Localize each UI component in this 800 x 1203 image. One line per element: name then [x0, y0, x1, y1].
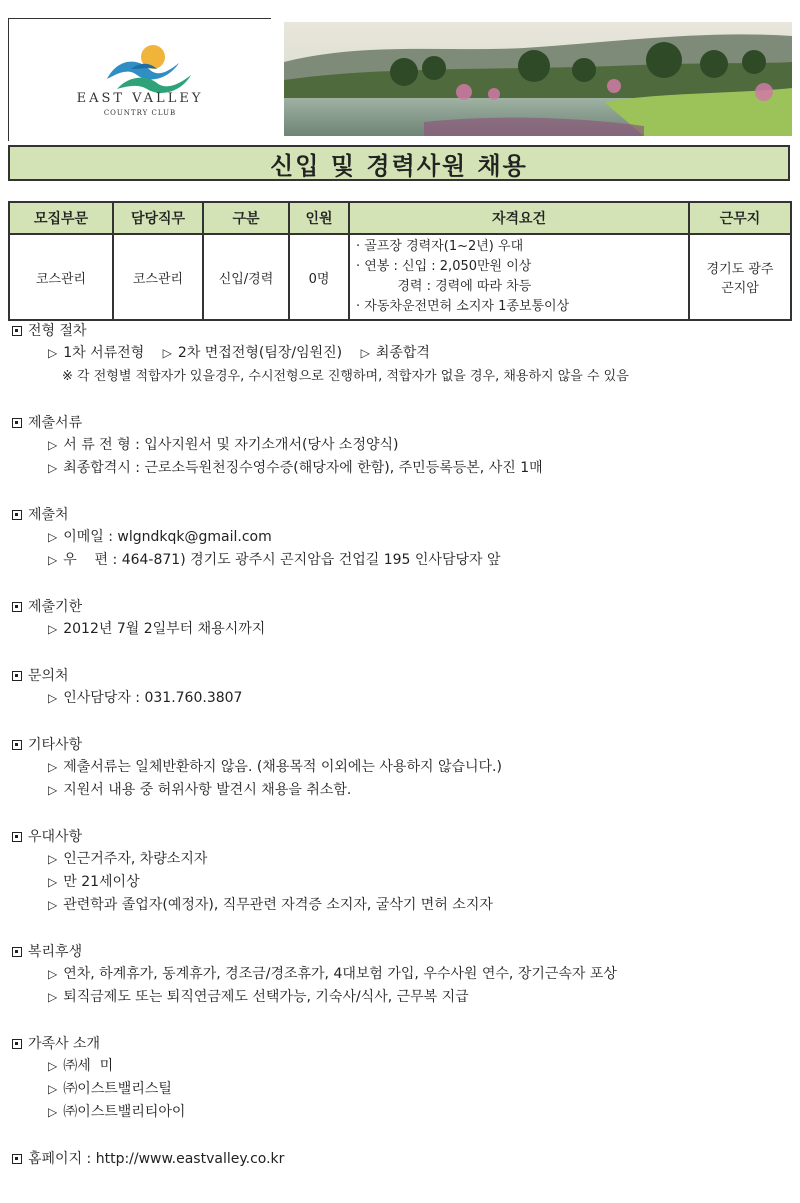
- process-note: ※ 각 전형별 적합자가 있을경우, 수시전형으로 진행하며, 적합자가 없을 경우, 채용하지 않을 수 있음: [62, 369, 629, 384]
- title-band: [8, 145, 790, 181]
- square-bullet-icon: [12, 326, 22, 336]
- list-item: ▷ 퇴직금제도 또는 퇴직연금제도 선택가능, 기숙사/식사, 근무복 지급: [12, 986, 792, 1009]
- section-submit: [12, 504, 792, 572]
- header-type: 구분: [203, 202, 289, 234]
- list-item: ▷ 만 21세이상: [12, 871, 792, 894]
- triangle-bullet-icon: ▷: [48, 852, 58, 866]
- section-title: 제출서류: [28, 415, 83, 431]
- section-process: [12, 320, 792, 388]
- list-item: ▷ 지원서 내용 중 허위사항 발견시 채용을 취소함.: [12, 779, 792, 802]
- triangle-bullet-icon: ▷: [48, 898, 58, 912]
- cell-requirements: [349, 234, 689, 320]
- square-bullet-icon: [12, 1039, 22, 1049]
- section-deadline: [12, 596, 792, 641]
- header-location: 근무지: [689, 202, 791, 234]
- triangle-bullet-icon: ▷: [162, 346, 172, 360]
- triangle-bullet-icon: ▷: [360, 346, 370, 360]
- section-welfare: [12, 941, 792, 1009]
- square-bullet-icon: [12, 947, 22, 957]
- triangle-bullet-icon: ▷: [48, 1082, 58, 1096]
- cell-count: 0명: [289, 234, 349, 320]
- requirement-line: · 자동차운전면허 소지자 1종보통이상: [356, 299, 570, 314]
- section-affiliates: [12, 1033, 792, 1124]
- logo-block: [8, 18, 271, 141]
- section-title: 전형 절차: [28, 323, 87, 339]
- section-title: 기타사항: [28, 737, 83, 753]
- table-row: [9, 234, 791, 320]
- triangle-bullet-icon: ▷: [48, 1105, 58, 1119]
- list-item: ▷ 제출서류는 일체반환하지 않음. (채용목적 이외에는 사용하지 않습니다.): [12, 756, 792, 779]
- header: [8, 18, 792, 140]
- recruitment-table: [8, 201, 792, 321]
- email-item[interactable]: ▷ 이메일 : wlgndkqk@gmail.com: [12, 526, 792, 549]
- page-title: 신입 및 경력사원 채용: [270, 151, 528, 180]
- section-homepage[interactable]: [12, 1148, 792, 1170]
- header-requirements: 자격요건: [349, 202, 689, 234]
- section-title: 문의처: [28, 668, 69, 684]
- cell-location: [689, 234, 791, 320]
- table-header-row: [9, 202, 791, 234]
- triangle-bullet-icon: ▷: [48, 760, 58, 774]
- section-preference: [12, 826, 792, 917]
- east-valley-logo-icon: [97, 39, 201, 99]
- location-line: 곤지암: [721, 281, 759, 296]
- list-item: ▷ 서 류 전 형 : 입사지원서 및 자기소개서(당사 소정양식): [12, 434, 792, 457]
- list-item: ▷ ㈜세 미: [12, 1055, 792, 1078]
- list-item: ▷ ㈜이스트밸리티아이: [12, 1101, 792, 1124]
- section-etc: [12, 734, 792, 802]
- square-bullet-icon: [12, 740, 22, 750]
- requirement-line: 경력 : 경력에 따라 차등: [356, 279, 532, 294]
- triangle-bullet-icon: ▷: [48, 875, 58, 889]
- process-steps: [12, 342, 792, 365]
- triangle-bullet-icon: ▷: [48, 438, 58, 452]
- triangle-bullet-icon: ▷: [48, 1059, 58, 1073]
- section-title: 우대사항: [28, 829, 83, 845]
- section-title: 복리후생: [28, 944, 83, 960]
- sections: [12, 320, 792, 1170]
- requirement-line: · 연봉 : 신입 : 2,050만원 이상: [356, 259, 532, 274]
- list-item: ▷ ㈜이스트밸리스틸: [12, 1078, 792, 1101]
- header-division: 모집부문: [9, 202, 113, 234]
- list-item: ▷ 2012년 7월 2일부터 채용시까지: [12, 618, 792, 641]
- list-item: ▷ 인사담당자 : 031.760.3807: [12, 687, 792, 710]
- square-bullet-icon: [12, 1154, 22, 1164]
- header-duty: 담당직무: [113, 202, 203, 234]
- location-line: 경기도 광주: [706, 262, 774, 277]
- section-documents: [12, 412, 792, 480]
- section-title: 제출기한: [28, 599, 83, 615]
- triangle-bullet-icon: ▷: [48, 530, 58, 544]
- triangle-bullet-icon: ▷: [48, 967, 58, 981]
- triangle-bullet-icon: ▷: [48, 691, 58, 705]
- homepage-link[interactable]: 홈페이지 : http://www.eastvalley.co.kr: [28, 1151, 285, 1167]
- golf-course-photo: [284, 22, 792, 136]
- square-bullet-icon: [12, 832, 22, 842]
- cell-division: 코스관리: [9, 234, 113, 320]
- list-item: ▷ 관련학과 졸업자(예정자), 직무관련 자격증 소지자, 굴삭기 면허 소지자: [12, 894, 792, 917]
- header-count: 인원: [289, 202, 349, 234]
- brand-subtitle: COUNTRY CLUB: [103, 109, 177, 117]
- square-bullet-icon: [12, 671, 22, 681]
- process-step: 최종합격: [375, 345, 430, 361]
- list-item: ▷ 인근거주자, 차량소지자: [12, 848, 792, 871]
- triangle-bullet-icon: ▷: [48, 461, 58, 475]
- section-contact: [12, 665, 792, 710]
- triangle-bullet-icon: ▷: [48, 990, 58, 1004]
- cell-type: 신입/경력: [203, 234, 289, 320]
- requirement-line: · 골프장 경력자(1~2년) 우대: [356, 239, 524, 254]
- section-title: 가족사 소개: [28, 1036, 101, 1052]
- list-item: ▷ 최종합격시 : 근로소득원천징수영수증(해당자에 한함), 주민등록등본, 사진 1매: [12, 457, 792, 480]
- square-bullet-icon: [12, 510, 22, 520]
- triangle-bullet-icon: ▷: [48, 783, 58, 797]
- section-title: 제출처: [28, 507, 69, 523]
- square-bullet-icon: [12, 602, 22, 612]
- triangle-bullet-icon: ▷: [48, 346, 58, 360]
- cell-duty: 코스관리: [113, 234, 203, 320]
- triangle-bullet-icon: ▷: [48, 553, 58, 567]
- process-step: 1차 서류전형: [63, 345, 145, 361]
- triangle-bullet-icon: ▷: [48, 622, 58, 636]
- brand-name: EAST VALLEY: [76, 91, 204, 106]
- list-item: ▷ 연차, 하계휴가, 동계휴가, 경조금/경조휴가, 4대보험 가입, 우수사원 연수, 장기근속자 포상: [12, 963, 792, 986]
- process-step: 2차 면접전형(팀장/임원진): [177, 345, 343, 361]
- address-item: ▷ 우 편 : 464-871) 경기도 광주시 곤지암읍 건업길 195 인사담당자 앞: [12, 549, 792, 572]
- square-bullet-icon: [12, 418, 22, 428]
